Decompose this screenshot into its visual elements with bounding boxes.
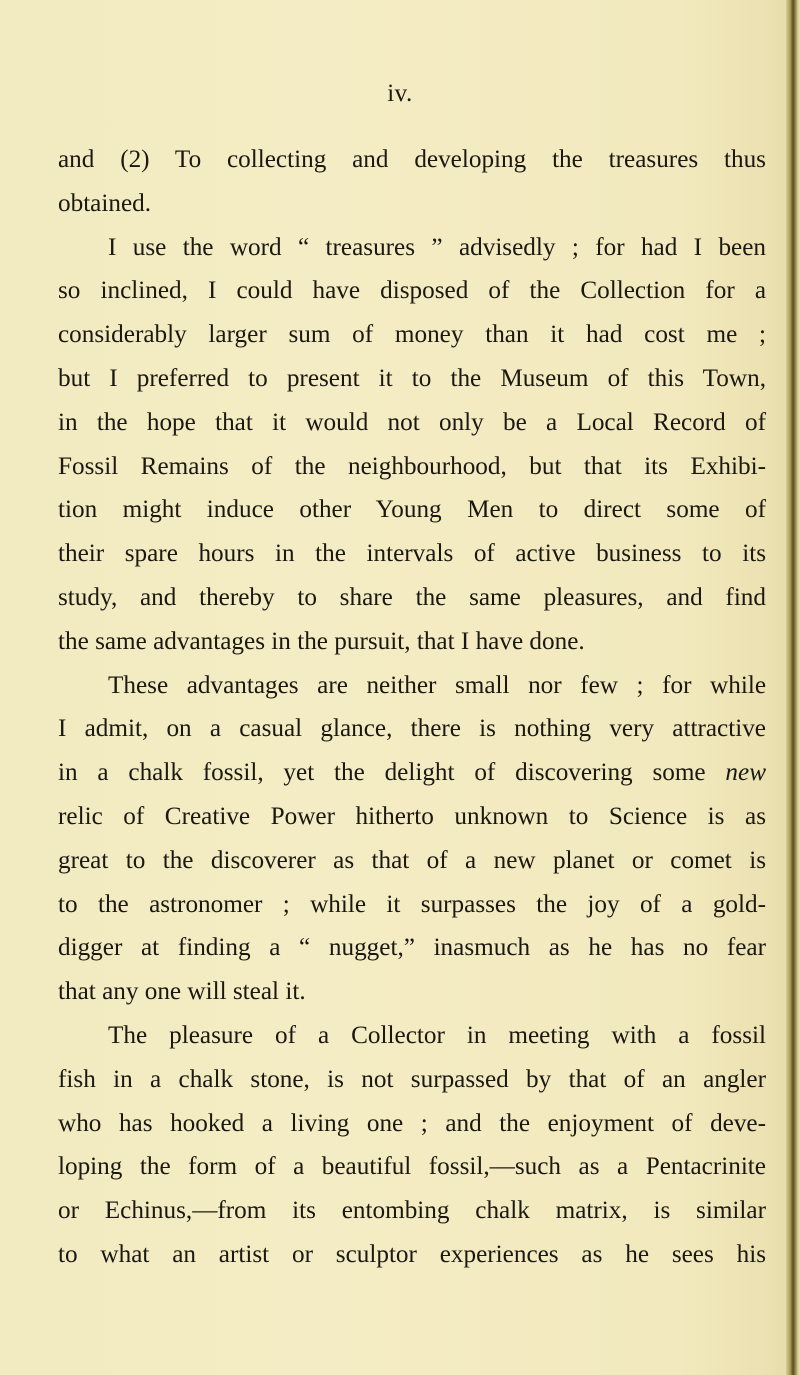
text-run: in a chalk fossil, yet the delight of discovering some — [58, 759, 706, 787]
text-line: or Echinus,—from its entombing chalk matrix, is similar — [58, 1197, 766, 1225]
page-binding-edge — [786, 0, 800, 1375]
page-number: iv. — [387, 80, 413, 107]
paragraph-first-line: These advantages are neither small nor few ; for while — [108, 671, 766, 699]
text-line-with-italic — [58, 751, 766, 795]
text-line: considerably larger sum of money than it had cost me ; — [58, 321, 766, 349]
text-line: study, and thereby to share the same pleasures, and find — [58, 583, 766, 611]
text-line: their spare hours in the intervals of active business to its — [58, 540, 766, 568]
text-line: obtained. — [58, 189, 152, 217]
body-text — [58, 138, 766, 1277]
text-line: fish in a chalk stone, is not surpassed by that of an angler — [58, 1065, 766, 1093]
text-line: but I preferred to present it to the Museum of this Town, — [58, 364, 766, 392]
paragraph-first-line: I use the word “ treasures ” advisedly ; for had I been — [108, 233, 766, 261]
text-line: I admit, on a casual glance, there is nothing very attractive — [58, 715, 766, 743]
text-line: digger at finding a “ nugget,” inasmuch as he has no fear — [58, 934, 766, 962]
text-line: great to the discoverer as that of a new planet or comet is — [58, 846, 766, 874]
text-line: in the hope that it would not only be a Local Record of — [58, 408, 766, 436]
paragraph-first-line: The pleasure of a Collector in meeting with a fossil — [108, 1021, 766, 1049]
text-line: relic of Creative Power hitherto unknown to Science is as — [58, 802, 766, 830]
italic-word: new — [725, 759, 766, 787]
text-line: the same advantages in the pursuit, that I have done. — [58, 627, 585, 655]
text-line: to the astronomer ; while it surpasses the joy of a gold- — [58, 890, 766, 918]
text-line: Fossil Remains of the neighbourhood, but that its Exhibi- — [58, 452, 766, 480]
text-line: to what an artist or sculptor experiences as he sees his — [58, 1240, 766, 1268]
text-line: loping the form of a beautiful fossil,—such as a Pentacrinite — [58, 1153, 766, 1181]
text-line: and (2) To collecting and developing the treasures thus — [58, 146, 766, 173]
text-line: tion might induce other Young Men to direct some of — [58, 496, 766, 524]
text-line: so inclined, I could have disposed of the Collection for a — [58, 277, 766, 305]
text-line: that any one will steal it. — [58, 978, 306, 1006]
text-line: who has hooked a living one ; and the enjoyment of deve- — [58, 1109, 766, 1137]
